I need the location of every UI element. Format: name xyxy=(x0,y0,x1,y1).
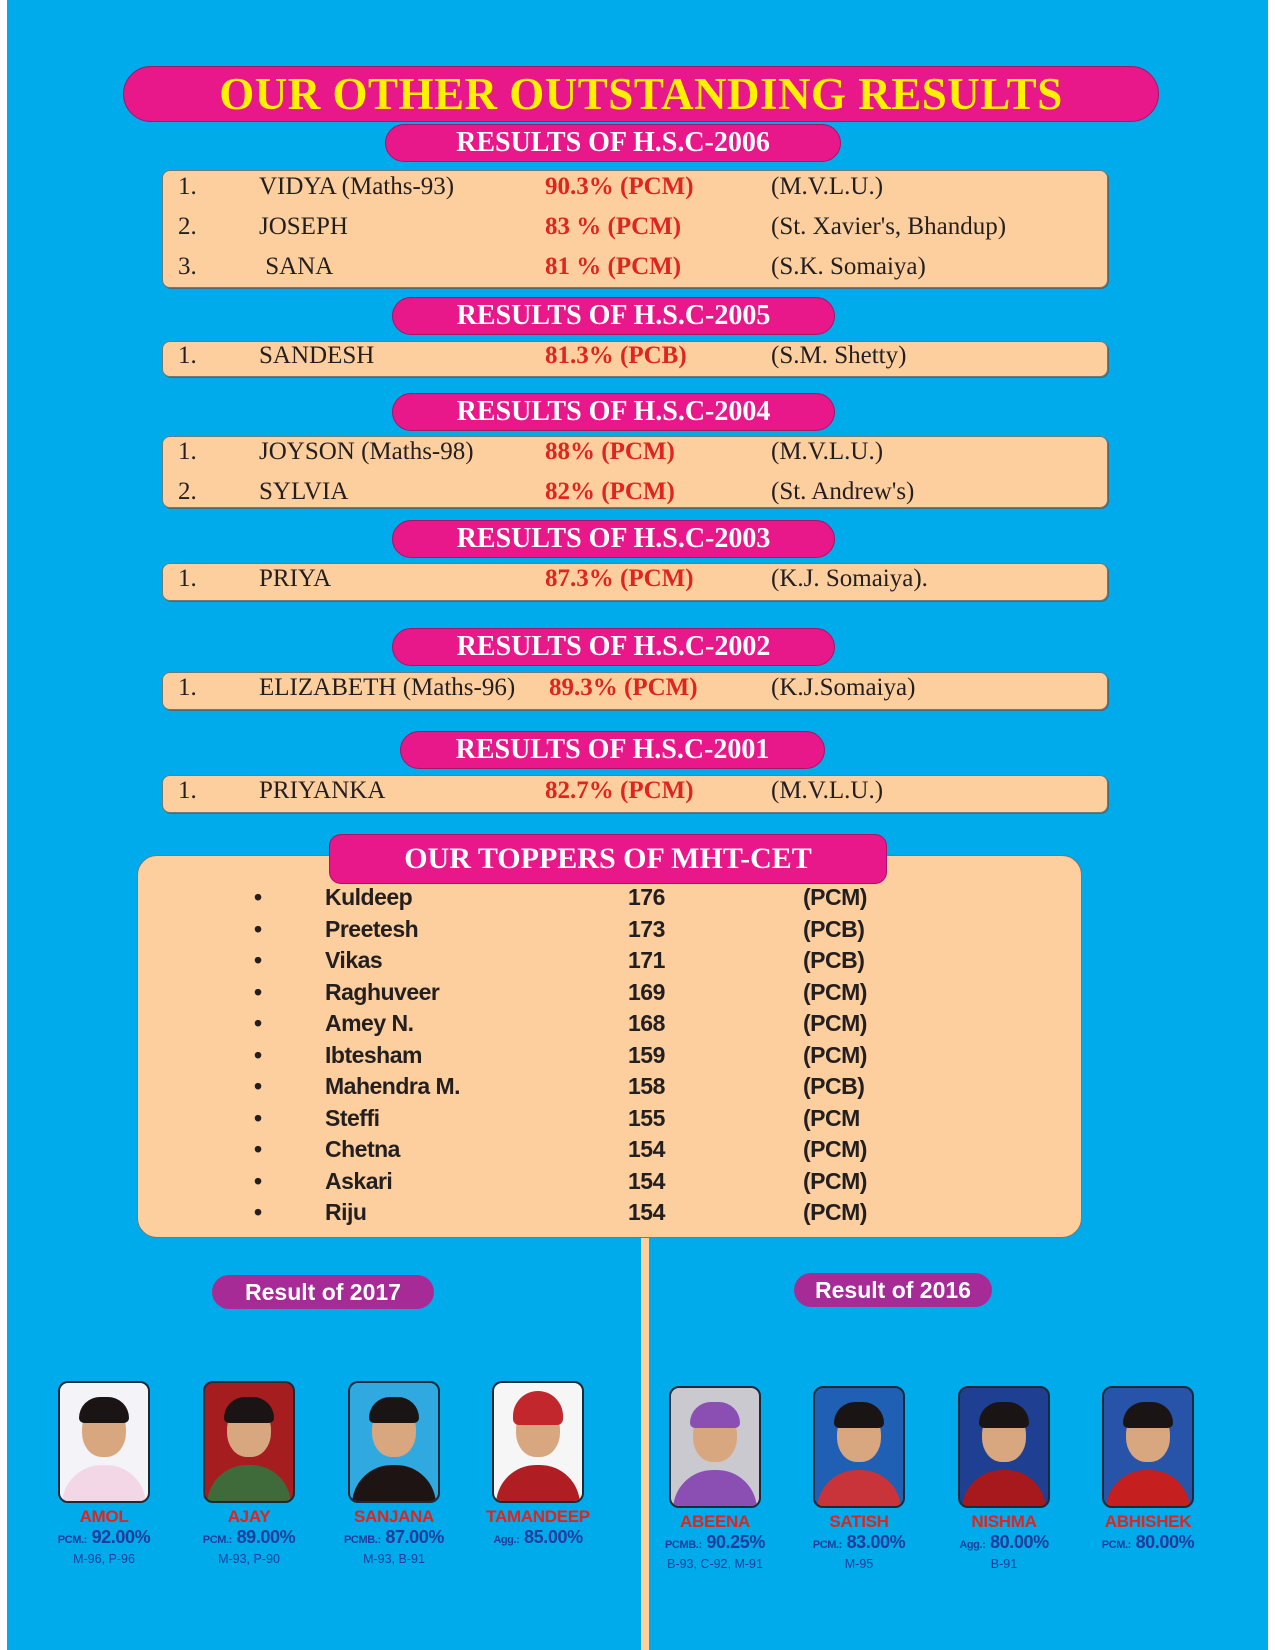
student-score: 82.7% (PCM) xyxy=(545,777,694,804)
student-score: 87.3% (PCM) xyxy=(545,565,694,592)
topper-row xyxy=(138,1010,1081,1041)
student-card xyxy=(473,1381,603,1552)
row-number: 1. xyxy=(178,674,197,701)
student-score xyxy=(1083,1532,1213,1555)
topper-row xyxy=(138,1042,1081,1073)
results-band-hsc-2005 xyxy=(162,341,1108,377)
score-value: 85.00% xyxy=(524,1527,583,1547)
result-2016-heading: Result of 2016 xyxy=(794,1273,992,1307)
topper-score: 159 xyxy=(628,1042,665,1068)
student-name: ELIZABETH (Maths-96) xyxy=(259,674,516,701)
row-number: 2. xyxy=(178,213,197,240)
topper-stream: (PCM) xyxy=(803,1199,867,1225)
bullet: • xyxy=(254,979,262,1005)
results-band-hsc-2001 xyxy=(162,775,1108,813)
topper-stream: (PCM) xyxy=(803,1010,867,1036)
topper-name: Chetna xyxy=(325,1136,400,1162)
topper-name: Raghuveer xyxy=(325,979,440,1005)
student-card xyxy=(939,1386,1069,1571)
student-name: PRIYA xyxy=(259,565,332,592)
student-name: JOYSON (Maths-98) xyxy=(259,438,474,465)
student-college: (M.V.L.U.) xyxy=(771,173,884,200)
section-heading-hsc-2006: RESULTS OF H.S.C-2006 xyxy=(385,124,841,162)
topper-row xyxy=(138,1168,1081,1199)
topper-score: 173 xyxy=(628,916,665,942)
results-band-hsc-2006 xyxy=(162,170,1108,288)
student-card xyxy=(39,1381,169,1566)
section-heading-hsc-2002: RESULTS OF H.S.C-2002 xyxy=(392,628,835,666)
student-score: 90.3% (PCM) xyxy=(545,173,694,200)
topper-row xyxy=(138,979,1081,1010)
topper-stream: (PCB) xyxy=(803,1073,865,1099)
topper-stream: (PCM) xyxy=(803,979,867,1005)
student-photo xyxy=(348,1381,440,1503)
student-score xyxy=(39,1527,169,1550)
student-name: VIDYA (Maths-93) xyxy=(259,173,455,200)
score-prefix: PCM.: xyxy=(1101,1539,1131,1551)
topper-name: Amey N. xyxy=(325,1010,414,1036)
student-photo xyxy=(58,1381,150,1503)
topper-stream: (PCM xyxy=(803,1105,860,1131)
score-prefix: PCMB.: xyxy=(665,1539,702,1551)
student-photo xyxy=(669,1386,761,1508)
score-prefix: Agg.: xyxy=(493,1534,520,1546)
results-band-hsc-2003 xyxy=(162,563,1108,601)
student-name: PRIYANKA xyxy=(259,777,386,804)
student-name: JOSEPH xyxy=(259,213,348,240)
student-name: SATISH xyxy=(829,1512,889,1531)
subject-marks: B-93, C-92, M-91 xyxy=(667,1557,763,1571)
student-name: NISHMA xyxy=(971,1512,1037,1531)
topper-row xyxy=(138,916,1081,947)
score-value: 92.00% xyxy=(91,1527,151,1547)
student-score: 81 % (PCM) xyxy=(545,253,682,280)
result-row xyxy=(163,342,1107,382)
student-photo xyxy=(813,1386,905,1508)
topper-row xyxy=(138,947,1081,978)
student-name: ABHISHEK xyxy=(1104,1512,1192,1531)
subject-marks: M-93, B-91 xyxy=(363,1552,425,1566)
student-college: (K.J. Somaiya). xyxy=(771,565,928,592)
bullet: • xyxy=(254,1136,262,1162)
student-photo xyxy=(492,1381,584,1503)
student-score: 82% (PCM) xyxy=(545,478,675,505)
topper-score: 154 xyxy=(628,1136,665,1162)
student-card xyxy=(1083,1386,1213,1557)
student-college: (M.V.L.U.) xyxy=(771,777,884,804)
score-prefix: PCM.: xyxy=(57,1534,87,1546)
bullet: • xyxy=(254,916,262,942)
score-prefix: PCMB.: xyxy=(344,1534,381,1546)
topper-name: Riju xyxy=(325,1199,367,1225)
student-name: SANA xyxy=(259,253,334,280)
student-score xyxy=(939,1532,1069,1555)
topper-name: Kuldeep xyxy=(325,884,413,910)
score-value: 90.25% xyxy=(706,1532,765,1552)
result-row xyxy=(163,173,1107,213)
topper-name: Steffi xyxy=(325,1105,380,1131)
score-value: 80.00% xyxy=(990,1532,1049,1552)
student-card xyxy=(794,1386,924,1571)
subject-marks: M-96, P-96 xyxy=(73,1552,135,1566)
section-heading-hsc-2004: RESULTS OF H.S.C-2004 xyxy=(392,393,835,431)
score-value: 89.00% xyxy=(236,1527,296,1547)
page-background xyxy=(7,0,1268,1650)
student-college: (M.V.L.U.) xyxy=(771,438,884,465)
row-number: 1. xyxy=(178,173,197,200)
subject-marks: B-91 xyxy=(990,1557,1018,1571)
student-college: (K.J.Somaiya) xyxy=(771,674,916,701)
result-row xyxy=(163,438,1107,478)
student-card xyxy=(184,1381,314,1566)
subject-marks: M-93, P-90 xyxy=(218,1552,280,1566)
student-college: (St. Andrew's) xyxy=(771,478,915,505)
bullet: • xyxy=(254,1199,262,1225)
student-score xyxy=(184,1527,314,1550)
score-prefix: PCM.: xyxy=(202,1534,232,1546)
topper-stream: (PCM) xyxy=(803,884,867,910)
result-row xyxy=(163,253,1107,293)
main-title: OUR OTHER OUTSTANDING RESULTS xyxy=(123,66,1159,122)
student-name: TAMANDEEP xyxy=(486,1507,590,1526)
topper-score: 154 xyxy=(628,1168,665,1194)
topper-name: Mahendra M. xyxy=(325,1073,461,1099)
student-score xyxy=(650,1532,780,1555)
topper-name: Vikas xyxy=(325,947,383,973)
student-score: 83 % (PCM) xyxy=(545,213,682,240)
section-heading-hsc-2001: RESULTS OF H.S.C-2001 xyxy=(400,731,825,769)
topper-name: Preetesh xyxy=(325,916,419,942)
column-divider xyxy=(641,1238,649,1650)
topper-score: 169 xyxy=(628,979,665,1005)
student-name: SANDESH xyxy=(259,342,375,369)
topper-stream: (PCM) xyxy=(803,1168,867,1194)
student-name: AMOL xyxy=(79,1507,129,1526)
student-name: SYLVIA xyxy=(259,478,349,505)
student-college: (St. Xavier's, Bhandup) xyxy=(771,213,1007,240)
student-college: (S.K. Somaiya) xyxy=(771,253,926,280)
row-number: 1. xyxy=(178,777,197,804)
bullet: • xyxy=(254,1073,262,1099)
section-heading-hsc-2003: RESULTS OF H.S.C-2003 xyxy=(392,520,835,558)
student-name: SANJANA xyxy=(353,1507,435,1526)
topper-stream: (PCB) xyxy=(803,916,865,942)
row-number: 1. xyxy=(178,565,197,592)
student-score xyxy=(473,1527,603,1550)
score-value: 80.00% xyxy=(1135,1532,1195,1552)
topper-score: 154 xyxy=(628,1199,665,1225)
row-number: 1. xyxy=(178,342,197,369)
section-heading-hsc-2005: RESULTS OF H.S.C-2005 xyxy=(392,297,835,335)
bullet: • xyxy=(254,1010,262,1036)
results-band-hsc-2002 xyxy=(162,672,1108,710)
topper-score: 158 xyxy=(628,1073,665,1099)
bullet: • xyxy=(254,1105,262,1131)
student-score: 89.3% (PCM) xyxy=(549,674,698,701)
bullet: • xyxy=(254,884,262,910)
student-photo xyxy=(203,1381,295,1503)
topper-score: 171 xyxy=(628,947,665,973)
topper-name: Ibtesham xyxy=(325,1042,422,1068)
score-value: 87.00% xyxy=(385,1527,444,1547)
student-college: (S.M. Shetty) xyxy=(771,342,907,369)
toppers-box xyxy=(137,855,1082,1238)
toppers-heading: OUR TOPPERS OF MHT-CET xyxy=(329,834,887,884)
student-name: AJAY xyxy=(227,1507,271,1526)
result-row xyxy=(163,565,1107,605)
student-card xyxy=(329,1381,459,1566)
student-score xyxy=(329,1527,459,1550)
topper-score: 176 xyxy=(628,884,665,910)
topper-row xyxy=(138,1073,1081,1104)
bullet: • xyxy=(254,1042,262,1068)
student-name: ABEENA xyxy=(680,1512,750,1531)
topper-score: 168 xyxy=(628,1010,665,1036)
topper-score: 155 xyxy=(628,1105,665,1131)
score-value: 83.00% xyxy=(846,1532,906,1552)
score-prefix: PCM.: xyxy=(812,1539,842,1551)
bullet: • xyxy=(254,1168,262,1194)
student-score: 81.3% (PCB) xyxy=(545,342,687,369)
row-number: 1. xyxy=(178,438,197,465)
topper-stream: (PCM) xyxy=(803,1042,867,1068)
topper-stream: (PCB) xyxy=(803,947,865,973)
student-photo xyxy=(958,1386,1050,1508)
topper-name: Askari xyxy=(325,1168,393,1194)
result-row xyxy=(163,777,1107,817)
student-score xyxy=(794,1532,924,1555)
student-card xyxy=(650,1386,780,1571)
topper-stream: (PCM) xyxy=(803,1136,867,1162)
result-2017-heading: Result of 2017 xyxy=(212,1275,434,1309)
topper-row xyxy=(138,884,1081,915)
row-number: 3. xyxy=(178,253,197,280)
score-prefix: Agg.: xyxy=(959,1539,986,1551)
bullet: • xyxy=(254,947,262,973)
result-row xyxy=(163,478,1107,518)
topper-row xyxy=(138,1105,1081,1136)
result-row xyxy=(163,213,1107,253)
topper-row xyxy=(138,1136,1081,1167)
student-photo xyxy=(1102,1386,1194,1508)
subject-marks: M-95 xyxy=(844,1557,874,1571)
result-row xyxy=(163,674,1107,714)
student-score: 88% (PCM) xyxy=(545,438,675,465)
topper-row xyxy=(138,1199,1081,1230)
results-band-hsc-2004 xyxy=(162,436,1108,508)
row-number: 2. xyxy=(178,478,197,505)
